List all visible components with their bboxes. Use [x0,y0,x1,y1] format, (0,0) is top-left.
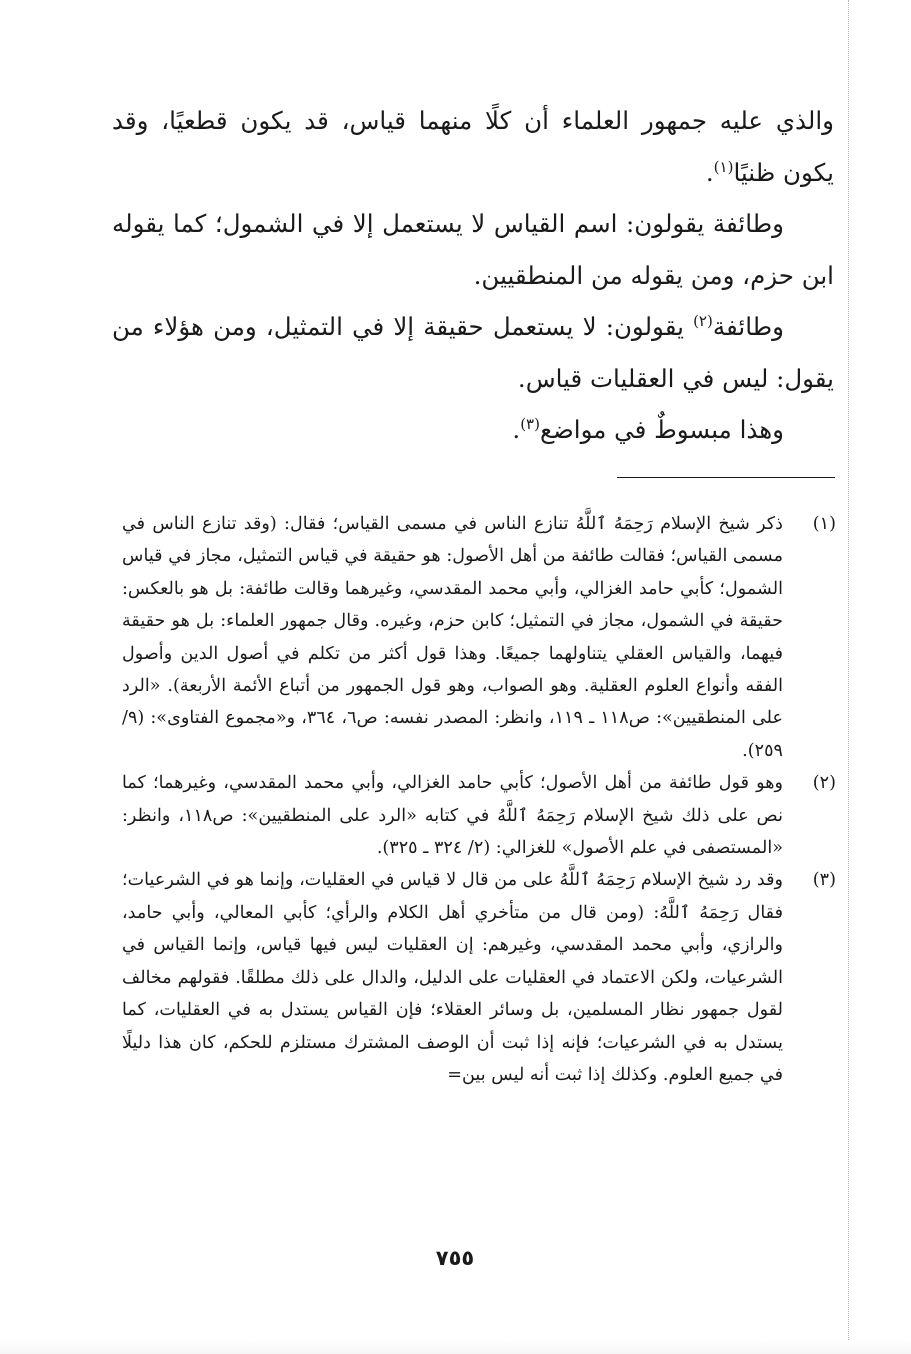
footnote-number: (٢) [812,773,836,794]
footnote-number: (٣) [812,870,836,891]
footnote-2 [122,767,836,864]
footnote-text: وقد رد شيخ الإسلام رَحِمَهُ ٱللَّهُ على من قال لا قياس في العقليات، وإنما هو في الشرعيات؛ فقال رَحِمَهُ ٱللَّهُ: (ومن قال من متأخري أهل الكلام والرأي؛ كأبي المعالي، وأبي حامد، والرازي، وأبي محمد المقدسي، وغيرهم: إن العقليات ليس فيها قياس، وإنما القياس في الشرعيات، ولكن الاعتماد في العقليات على الدليل، والدال على ذلك مطلقًا. فقولهم مخالف لقول جمهور نظار المسلمين، بل وسائر العقلاء؛ فإن القياس يستدل به في العقليات، كما يستدل به في الشرعيات؛ فإنه إذا ثبت أن الوصف المشترك مستلزم للحكم، كان هذا دليلًا في جميع العلوم. وكذلك إذا ثبت أنه ليس بين= [122,870,783,1085]
footnote-ref-1[interactable]: (١) [713,157,734,176]
paragraph-2: وطائفة يقولون: اسم القياس لا يستعمل إلا في الشمول؛ كما يقوله ابن حزم، ومن يقوله من المنطقيين. [112,209,834,290]
footnote-number: (١) [812,514,836,534]
page-bottom-edge [0,1340,911,1354]
paragraph-4: وهذا مبسوطٌ في مواضع$^{(٣)}$. [512,414,784,444]
footnote-ref-2[interactable]: (٢) [693,311,713,330]
footnote-text: وهو قول طائفة من أهل الأصول؛ كأبي حامد الغزالي، وأبي محمد المقدسي، وغيرهما؛ كما نص على ذلك شيخ الإسلام رَحِمَهُ ٱللَّهُ في كتابه «الرد على المنطقيين»: ص١١٨، وانظر: «المستصفى في علم الأصول» للغزالي: (٢/ ٣٢٤ ـ ٣٢٥). [122,773,783,859]
page-number: ٧٥٥ [435,1246,475,1270]
main-text [112,95,834,456]
footnote-3 [122,864,836,1091]
scan-edge-mark [848,0,849,1354]
paragraph-1: والذي عليه جمهور العلماء أن كلًا منهما قياس، قد يكون قطعيًا، وقد يكون ظنيًا$^{(١)}$. [112,106,834,187]
footnote-1 [122,508,836,767]
footnotes [122,508,836,1091]
footnote-text: ذكر شيخ الإسلام رَحِمَهُ ٱللَّهُ تنازع الناس في مسمى القياس؛ فقال: (وقد تنازع الناس في مسمى القياس؛ فقالت طائفة من أهل الأصول: هو حقيقة في قياس التمثيل، مجاز في قياس الشمول؛ كأبي حامد الغزالي، وأبي محمد المقدسي، وغيرهما وقالت طائفة: بل هو بالعكس: حقيقة في الشمول، مجاز في التمثيل؛ كابن حزم، وغيره. وقال جمهور العلماء: بل هو حقيقة فيهما، والقياس العقلي يتناولهما جميعًا. وهذا قول أكثر من تكلم في أصول الدين وأصول الفقه وأنواع العلوم العقلية. وهو الصواب، وهو قول الجمهور من أتباع الأئمة الأربعة). «الرد على المنطقيين»: ص١١٨ ـ ١١٩، وانظر: المصدر نفسه: ص٦، ٣٦٤، و«مجموع الفتاوى»: (٩/ ٢٥٩). [122,514,783,761]
paragraph-3: وطائفة$^{(٢)}$ يقولون: لا يستعمل حقيقة إلا في التمثيل، ومن هؤلاء من يقول: ليس في العقليات قياس. [112,311,834,393]
footnote-ref-3[interactable]: (٣) [520,414,540,433]
footnote-separator [617,477,835,478]
